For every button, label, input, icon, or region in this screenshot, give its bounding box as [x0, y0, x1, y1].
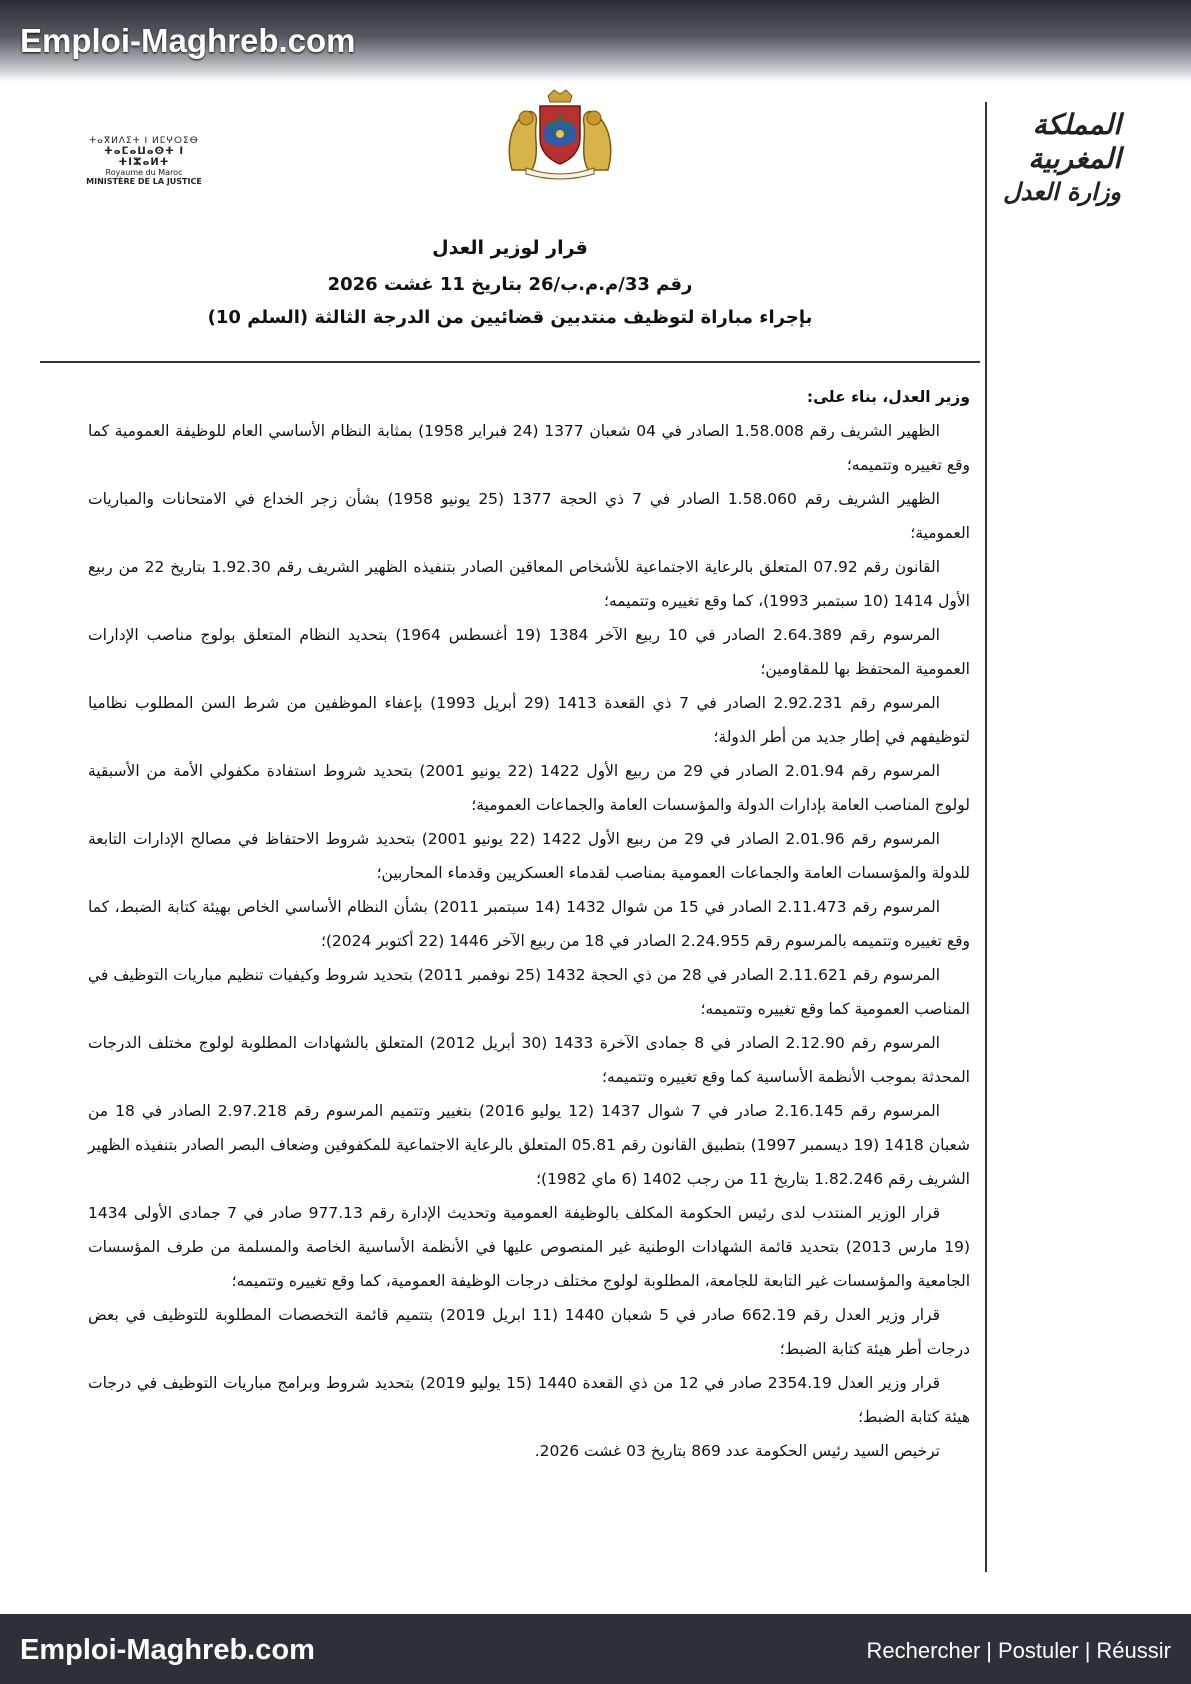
legal-reference-paragraph: المرسوم رقم 2.01.94 الصادر في 29 من ربيع الأول 1422 (22 يونيو 2001) بتحديد شروط استفادة مكفولي الأمة من الأسبقية لولوج المناصب العامة بإدارات الدولة والمؤسسات العامة والجماعات العمومية؛	[88, 762, 970, 814]
nav-separator: |	[1084, 1638, 1091, 1663]
legal-reference-paragraph: القانون رقم 07.92 المتعلق بالرعاية الاجتماعية للأشخاص المعاقين الصادر بتنفيذه الظهير الشريف رقم 1.92.30 بتاريخ 22 من ربيع الأول 1414 (10 سبتمبر 1993)، كما وقع تغييره وتتميمه؛	[88, 558, 970, 610]
bottom-banner	[0, 1614, 1191, 1684]
kingdom-name-tifinagh: ⵜⴰⴳⵍⴷⵉⵜ ⵏ ⵍⵎⵖⵔⵉⴱ	[89, 136, 199, 146]
document-body	[88, 380, 970, 1468]
site-brand-top[interactable]: Emploi-Maghreb.com	[20, 22, 356, 59]
legal-reference-paragraph: المرسوم رقم 2.92.231 الصادر في 7 ذي القعدة 1413 (29 أبريل 1993) بإعفاء الموظفين من شرط السن المطلوب نظاميا لتوظيفهم في إطار جديد من أطر الدولة؛	[88, 694, 970, 746]
french-letterhead	[84, 136, 204, 186]
document-title: قرار لوزير العدل	[432, 237, 588, 259]
legal-reference-paragraph: المرسوم رقم 2.11.621 الصادر في 28 من ذي الحجة 1432 (25 نوفمبر 2011) بتحديد شروط وكيفيات تنظيم مباريات التوظيف في المناصب العمومية كما وقع تغييره وتتميمه؛	[88, 966, 970, 1018]
legal-reference-paragraph: قرار وزير العدل 2354.19 صادر في 12 من ذي القعدة 1440 (15 يوليو 2019) بتحديد شروط وبرامج مباريات التوظيف في درجات هيئة كتابة الضبط؛	[88, 1374, 970, 1426]
header-divider	[40, 361, 980, 363]
legal-reference-paragraph: المرسوم رقم 2.16.145 صادر في 7 شوال 1437 (12 يوليو 2016) بتغيير وتتميم المرسوم رقم 2.97.218 الصادر في 18 من شعبان 1418 (19 ديسمبر 1997) بتطبيق القانون رقم 05.81 المتعلق بالرعاية الاجتماعية للمكفوفين وضعاف البصر الصادر بتنفيذه الظهير الشريف رقم 1.82.246 بتاريخ 11 من رجب 1402 (6 ماي 1982)؛	[88, 1102, 970, 1188]
legal-reference-paragraph: الظهير الشريف رقم 1.58.060 الصادر في 7 ذي الحجة 1377 (25 يونيو 1958) بشأن زجر الخداع في الامتحانات والمباريات العمومية؛	[88, 490, 970, 542]
legal-reference-paragraph: المرسوم رقم 2.01.96 الصادر في 29 من ربيع الأول 1422 (22 يونيو 2001) بتحديد شروط الاحتفاظ في مصالح الإدارات التابعة للدولة والمؤسسات العامة والجماعات العمومية بمناصب لقدماء العسكريين وقدماء المحاربين؛	[88, 830, 970, 882]
ministry-name-tifinagh: ⵜⴰⵎⴰⵡⴰⵙⵜ ⵏ ⵜⵏⵣⴰⵍⵜ	[103, 146, 185, 168]
legal-reference-paragraph: المرسوم رقم 2.12.90 الصادر في 8 جمادى الآخرة 1433 (30 أبريل 2012) المتعلق بالشهادات المطلوبة لولوج مختلف الدرجات المحدثة بموجب الأنظمة الأساسية كما وقع تغييره وتتميمه؛	[88, 1034, 970, 1086]
legal-reference-paragraph: المرسوم رقم 2.11.473 الصادر في 15 من شوال 1432 (14 سبتمبر 2011) بشأن النظام الأساسي الخاص بهيئة كتابة الضبط، كما وقع تغييره وتتميمه بالمرسوم رقم 2.24.955 الصادر في 18 من ربيع الآخر 1446 (22 أكتوبر 2024)؛	[88, 898, 970, 950]
nav-link-rechercher[interactable]: Rechercher	[866, 1638, 981, 1663]
nav-separator: |	[986, 1638, 992, 1663]
nav-link-reussir[interactable]: Réussir	[1096, 1638, 1171, 1663]
legal-reference-paragraph: قرار وزير العدل رقم 662.19 صادر في 5 شعبان 1440 (11 ابريل 2019) بتتميم قائمة التخصصات المطلوبة للتوظيف في بعض درجات أطر هيئة كتابة الضبط؛	[88, 1306, 970, 1358]
legal-reference-paragraph: ترخيص السيد رئيس الحكومة عدد 869 بتاريخ 03 غشت 2026.	[534, 1442, 940, 1460]
top-banner	[0, 0, 1191, 82]
kingdom-name-french: Royaume du Maroc	[105, 168, 183, 177]
margin-rule	[985, 102, 987, 1572]
arabic-letterhead	[971, 108, 1121, 208]
decision-subject: بإجراء مباراة لتوظيف منتدبين قضائيين من الدرجة الثالثة (السلم 10)	[207, 307, 813, 328]
preamble-intro: وزير العدل، بناء على:	[806, 388, 970, 406]
legal-reference-paragraph: الظهير الشريف رقم 1.58.008 الصادر في 04 شعبان 1377 (24 فبراير 1958) بمثابة النظام الأساسي العام للوظيفة العمومية كما وقع تغييره وتتميمه؛	[88, 422, 970, 474]
legal-reference-paragraph: قرار الوزير المنتدب لدى رئيس الحكومة المكلف بالوظيفة العمومية وتحديث الإدارة رقم 977.13 صادر في 7 جمادى الأولى 1434 (19 مارس 2013) بتحديد قائمة الشهادات الوطنية غير المنصوص عليها في الأنظمة الأساسية الخاصة والمسلمة من طرف المؤسسات الجامعية والمؤسسات غير التابعة للجامعة، المطلوبة لولوج مختلف درجات الوظيفة العمومية، كما وقع تغييره وتتميمه؛	[88, 1204, 970, 1290]
ministry-name-french: MINISTÈRE DE LA JUSTICE	[86, 177, 202, 186]
nav-link-postuler[interactable]: Postuler	[997, 1638, 1079, 1663]
legal-reference-paragraph: المرسوم رقم 2.64.389 الصادر في 10 ربيع الآخر 1384 (19 أغسطس 1964) بتحديد النظام المتعلق بولوج مناصب الإدارات العمومية المحتفظ بها للمقاومين؛	[88, 626, 970, 678]
footer-nav	[867, 1638, 1171, 1664]
kingdom-name-arabic: المملكة المغربية	[1028, 108, 1121, 175]
decision-number: رقم 33/م.م.ب/26 بتاريخ 11 غشت 2026	[327, 274, 693, 295]
site-brand-bottom[interactable]: Emploi-Maghreb.com	[20, 1634, 315, 1666]
moroccan-coat-of-arms-icon	[502, 88, 618, 180]
ministry-name-arabic: وزارة العدل	[1003, 177, 1121, 206]
